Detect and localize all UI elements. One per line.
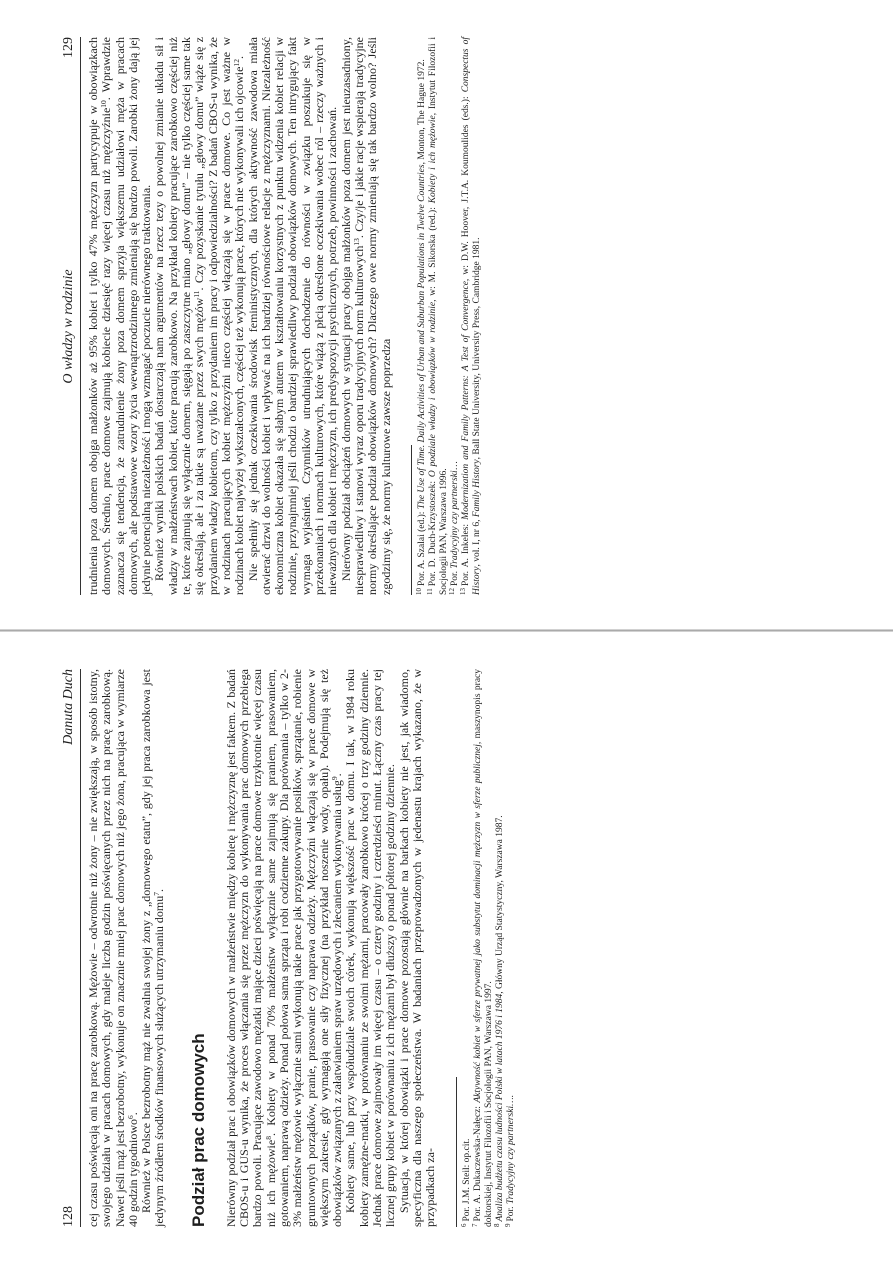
body-paragraph [224,669,344,1227]
text-run: Por. J.M. Steil: op.cit. [461,1138,472,1221]
footnote [449,37,460,595]
text-run: cej czasu poświęcają oni na pracę zarobkową. Mężowie – odwrotnie niż żony – nie zwiększają, w sposób istotny, swojego udziału w pracach domowych, gdy maleje liczba godzin poświęcanych przez nich na pracę zarobkową. Nawet jeśli mąż jest bezrobotny, wykonuje on znacznie mniej prac domowych niż jego żona, pracująca w wymiarze 40 godzin tygodniowo [85,668,140,1227]
text-run: . Czy/je i jakie racje wspierają tradycyjne normy określające podział obowiązków domowych? Dlaczego owe normy zmieniają się tak bardzo wolno? Jeśli zgodzimy się, że normy kulturowe zawsze poprzedza [351,36,393,595]
footnote-number: 12 [447,587,456,595]
text-run: Również w Polsce bezrobotny mąż nie zwalnia swojej żony z „domowego etatu”, gdy jej praca zarobkowa jest jedynym źródłem środków finansowych służących utrzymaniu domu [138,668,166,1227]
footnote [427,37,449,595]
footnote-ref: 11 [191,289,201,298]
left-footnote-rule [455,1077,456,1227]
body-paragraph [153,37,246,595]
text-run: Por. A. Dukaczewska-Nałęcz: [472,1102,483,1221]
footnote [494,669,505,1227]
left-body-after [224,669,437,1227]
right-footnote-rule [410,445,411,595]
text-run: Nie spełniły się jednak oczekiwania środowisk feministycznych, dla których aktywność zawodowa miała otwierać drzwi do wolności kobiet i wpływać na ich bardziej równościowe relacje z mężczyznami. Niezależność ekonomiczna kobiet okazała się słabym atutem w kształtowaniu korzystnych z punktu widzenia kobiet relacji w rodzinie, przynajmniej jeśli chodzi o bardziej sprawiedliwy podział obowiązków domowych. Ten intrygujący fakt wymaga wyjaśnień. Czynników utrudniających dochodzenie do równości w związku poszukuje się w przekonaniach i normach kulturowych, które wiążą z płcią określone oczekiwania wobec ról – rzeczy ważnych i nieważnych dla kobiet i mężczyzn, ich predyspozycji psychicznych, potrzeb, powinności i zachowań. [245,36,339,595]
footnote [505,669,516,1227]
right-page [0,0,893,631]
text-run: Sytuacja, w której obowiązki i prace domowe pozostają głównie na barkach kobiety nie jest, jak wiadomo, specyficzna dla naszego społeczeństwa. W badaniach przeprowadzonych w jedenastu krajach wykazano, że w przypadkach za- [396,668,437,1227]
text-run: Również wyniki polskich badań dostarczają nam argumentów na rzecz tezy o powolnej zmianie układu sił i władzy w małżeństwach kobiet, które pracują zarobkowo. Na przykład kobiety pracujące zarobkowo częściej niż te, które zajmują się wyłącznie domem, sięgają po zaszczytne miano „głowy domu” – nie tylko częściej same tak się określają, ale i za takie są uważane przez swych mężów [151,36,206,595]
footnote-ref: 9 [329,775,339,780]
body-paragraph [344,669,397,1227]
text-run: Por. [449,568,460,586]
text-run: Nierówny podział prac i obowiązków domowych w małżeństwie między kobietę i mężczyznę jest faktem. Z badań CBOS-u i GUS-u wynika, że proces włączania się przez mężczyzn do wykonywania prac domowych przebiega bardzo powoli. Pracujące zawodowo mężatki mające dzieci poświęcają na prace domowe trzykrotnie więcej czasu niż ich mężowie [223,668,278,1227]
text-run: … [449,460,460,470]
text-run: , Instytut Filozofii i Socjologii PAN, Warszawa 1996. [427,36,449,595]
footnote-ref: 12 [231,58,241,67]
text-run: Por. A. Inkeles: [460,519,471,586]
footnote [472,669,494,1227]
footnote [416,37,427,595]
left-footnotes [461,669,516,1227]
footnote [461,669,472,1227]
right-footnotes [416,37,482,595]
text-run: Por. A. Szalai (ed.): [416,508,427,586]
right-page-number: 129 [60,36,76,58]
text-run: . [505,1094,516,1097]
footnote-number: 10 [414,587,423,595]
footnote-number: 6 [459,1223,468,1227]
italic-text: Aktywność kobiet w sferze prywatnej jako substytut dominacji mężczyzn w sferze publicznej [472,743,483,1103]
text-run: . Czy pozyskanie tytułu „głowy domu” wiąże się z przydaniem władzy kobietom, czy tylko z przydaniem im pracy i odpowiedzialności? Z badań CBOS-u wynika, że w rodzinach pracujących kobiet mężczyźni nieco częściej włączają się w prace domowe. Co jest ważne w rodzinach kobiet najwyżej wykształconych, częściej też wykonują prace, których nie wykonywali ich ojcowie [191,36,246,595]
footnote-ref: 13 [351,237,361,246]
author-name: Danuta Duch [60,668,76,745]
text-run: , maszynopis pracy doktorskiej, Instytut Filozofii i Socjologii PAN, Warszawa 1997. [472,668,494,1227]
text-run: , Ball State University, University Press, Cambridge 1981. [471,237,482,459]
body-paragraph [246,37,339,595]
text-run: Nierówny podział obciążeń domowych w sytuacji pracy obojga małżonków poza domem jest nieuzasadniony, niesprawiedliwy i stanowi wyraz oporu tradycyjnych norm kulturowych [338,36,366,595]
right-body [87,37,393,595]
body-paragraph [87,669,140,1227]
right-running-head [61,37,81,595]
body-paragraph [140,669,167,1227]
footnote-number: 9 [503,1223,512,1227]
footnote-ref: 10 [98,99,108,108]
body-paragraph [87,37,153,595]
text-run: , Monton, The Hague 1972. [416,58,427,164]
footnote-number: 13 [458,587,467,595]
body-paragraph [397,669,437,1227]
italic-text: Analiza budżetu czasu ludności Polski w latach 1976 i 1984 [494,993,505,1221]
text-run: . Kobiety w ponad 70% małżeństw wyłącznie same zajmują się praniem, prasowaniem, gotowaniem, naprawą odzieży. Ponad połowa sama sprząta i robi codzienne zakupy. Dla porównania – tylko w 2-3% małżeństw mężowie wyłącznie sami wykonują takie prace jak przygotowywanie posiłków, sprzątanie, robienie gruntownych porządków, pranie, prasowanie czy naprawa odzieży. Mężczyźni włączają się w prace domowe w większym zakresie, gdy wymagają one siły fizycznej (na przykład noszenie wody, opału). Podejmują się też obowiązków związanych z załatwianiem spraw urzędowych i złecaniem wykonywania usług [263,668,344,1227]
italic-text: Tradycyjny czy partnerski… [505,1096,516,1204]
left-page [0,632,893,1263]
body-paragraph [339,37,392,595]
text-run: . [151,888,166,892]
right-page-content [47,25,847,607]
text-run: . [125,1111,140,1115]
footnote [460,37,482,595]
footnote-number: 8 [492,1223,501,1227]
italic-text: Modernization and Family Patterns: A Test of Convergence [460,280,471,520]
text-run: , vol. I, nr 6, [471,516,482,566]
running-title: O władzy w rodzinie [60,268,76,384]
text-run: . [231,55,246,59]
text-run: . [329,772,344,776]
italic-text: O podziale władzy i obowiązków w rodzinie [427,301,438,477]
text-run: Por. [505,1203,516,1221]
italic-text: The Use of Time. Daily Activities of Urban and Suburban Populations in Twelve Countries [416,163,427,509]
text-run: , Główny Urząd Statystyczny, Warszawa 1987. [494,814,505,994]
footnote-number: 7 [470,1223,479,1227]
text-run: , w: M. Sikorska (red.): [427,202,438,302]
italic-text: Tradycyjny czy partnerski [449,469,460,569]
left-page-content [47,657,847,1239]
footnote-number: 11 [425,587,434,595]
text-run: , w: D.W. Hoover, J.T.A. Koumoulides (eds.): [460,91,471,281]
left-running-head [61,669,81,1227]
italic-text: Conspectus of History [460,36,482,595]
left-body-before [87,669,167,1227]
text-run: . Wprawdzie zaznacza się tendencja, że zatrudnienie żony poza domem sprzyja większemu udziałowi męża w pracach domowych, ale podstawowe wzory życia wewnątrzrodzinnego zmieniają się bardzo powoli. Zarobki żony dają jej jedynie potencjalną niezależność i mogą wzmagać poczucie nierównego traktowania. [98,36,153,595]
text-run: trudnienia poza domem obojga małżonków aż 95% kobiet i tylko 47% mężczyzn partycypuje w obowiązkach domowych. Średnio, prace domowe zajmują kobiecie dziesięć razy więcej czasu niż mężczyźnie [85,36,113,595]
italic-text: Family History [471,458,482,517]
left-page-number: 128 [60,1205,76,1227]
footnote-ref: 8 [263,1135,273,1140]
footnote-ref: 6 [125,1114,135,1119]
footnote-ref: 7 [151,891,161,896]
section-heading: Podział prac domowych [188,1032,208,1227]
text-run: Por. D. Duch-Krzystoszek: [427,476,438,586]
italic-text: Kobiety i ich mężowie [427,114,438,203]
text-run: Kobiety same, lub przy współudziale swoich córek, wykonują większość prac w domu. I tak, w 1984 roku kobiety zamężne-matki, w porównaniu ze swoimi mężami, pracowały zarobkowo krócej o trzy godziny dziennie. Jednak prace domowe zajmowały im więcej czasu – o cztery godziny i czterdzieści minut. Łączny czas pracy tej licznej grupy kobiet w porównaniu z ich mężami był dłuższy o ponad półtorej godziny dziennie. [342,668,397,1227]
